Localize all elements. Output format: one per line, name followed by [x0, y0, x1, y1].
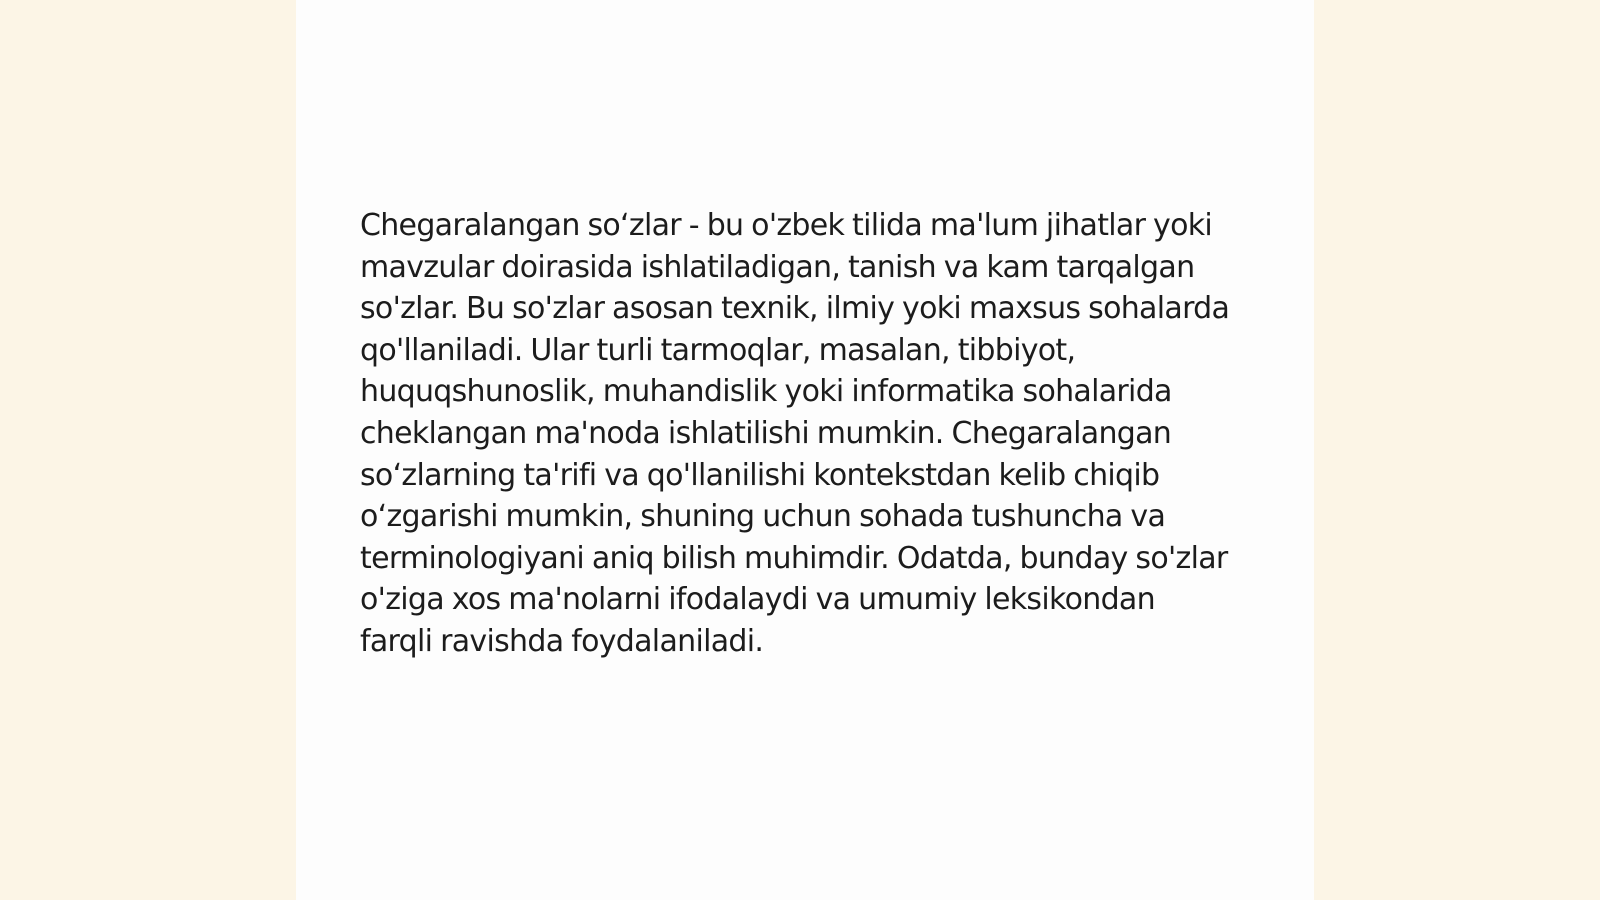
right-margin-panel [1314, 0, 1600, 900]
slide-body-text: Chegaralangan so‘zlar - bu o'zbek tilida ma'lum jihatlar yoki mavzular doirasida ishlatiladigan, tanish va kam tarqalgan so'zlar. Bu so'zlar asosan texnik, ilmiy yoki maxsus sohalarda qo'llaniladi. Ular turli tarmoqlar, masalan, tibbiyot, huquqshunoslik, muhandislik yoki informatika sohalarida cheklangan ma'noda ishlatilishi mumkin. Chegaralangan so‘zlarning ta'rifi va qo'llanilishi kontekstdan kelib chiqib o‘zgarishi mumkin, shuning uchun sohada tushuncha va terminologiyani aniq bilish muhimdir. Odatda, bunday so'zlar o'ziga xos ma'nolarni ifodalaydi va umumiy leksikondan farqli ravishda foydalaniladi. [360, 208, 1230, 659]
left-margin-panel [0, 0, 296, 900]
slide-canvas [296, 0, 1314, 900]
